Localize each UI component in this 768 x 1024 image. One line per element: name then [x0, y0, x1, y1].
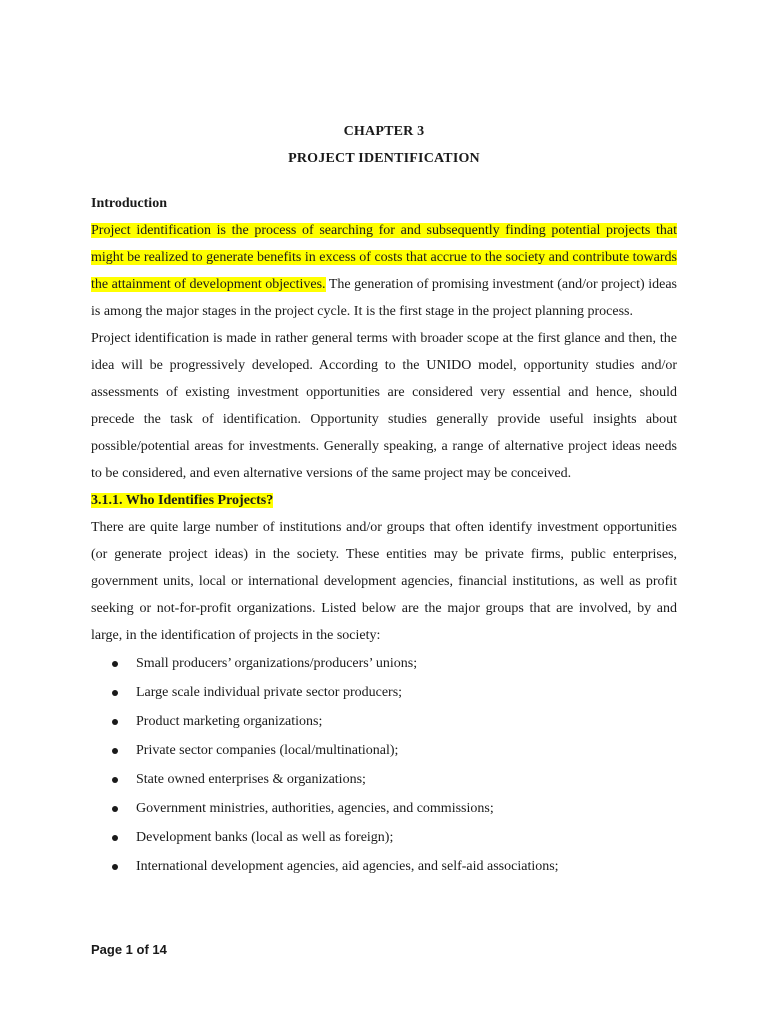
highlighted-definition: Project identification is the process of searching for and subsequently finding potential projects that might be realized to generate benefits in excess of costs that accrue to the society and contribute towards the attainment of development objectives.: [91, 223, 677, 292]
chapter-number: CHAPTER 3: [343, 124, 425, 139]
list-item: [91, 794, 677, 823]
list-item: [91, 736, 677, 765]
bullet-icon: [112, 748, 118, 754]
list-item: [91, 649, 677, 678]
list-item: [91, 707, 677, 736]
bullet-icon: [112, 661, 118, 667]
list-item-text: Government ministries, authorities, agencies, and commissions;: [136, 801, 494, 816]
intro-paragraph-rest: The generation of promising investment (and/or project) ideas is among the major stages in the project cycle. It is the first stage in the project planning process.: [91, 277, 677, 319]
list-item-text: Large scale individual private sector producers;: [136, 685, 403, 700]
list-item-text: International development agencies, aid agencies, and self-aid associations;: [136, 859, 559, 874]
list-item: [91, 678, 677, 707]
list-item: [91, 765, 677, 794]
paragraph-institutions: There are quite large number of institutions and/or groups that often identify investment opportunities (or generate project ideas) in the society. These entities may be private firms, public enterprises, government units, local or international development agencies, financial institutions, as well as profit seeking or not-for-profit organizations. Listed below are the major groups that are involved, by and large, in the identification of projects in the society:: [91, 520, 677, 643]
intro-paragraph: [91, 217, 677, 325]
section-heading: [91, 487, 677, 514]
section-heading-text: 3.1.1. Who Identifies Projects?: [91, 493, 274, 508]
list-item-text: Product marketing organizations;: [136, 714, 323, 729]
paragraph-unido: Project identification is made in rather general terms with broader scope at the first glance and then, the idea will be progressively developed. According to the UNIDO model, opportunity studies and/or assessments of existing investment opportunities are considered very essential and hence, should precede the task of identification. Opportunity studies generally provide useful insights about possible/potential areas for investments. Generally speaking, a range of alternative project ideas needs to be considered, and even alternative versions of the same project may be conceived.: [91, 331, 677, 481]
bullet-icon: [112, 777, 118, 783]
list-item-text: State owned enterprises & organizations;: [136, 772, 366, 787]
bullet-icon: [112, 719, 118, 725]
bullet-list: [91, 649, 677, 881]
bullet-icon: [112, 690, 118, 696]
intro-heading: Introduction: [91, 196, 167, 211]
chapter-title: PROJECT IDENTIFICATION: [288, 151, 480, 166]
list-item-text: Development banks (local as well as foreign);: [136, 830, 394, 845]
document-body: [91, 190, 677, 881]
list-item: [91, 852, 677, 881]
list-item-text: Private sector companies (local/multinational);: [136, 743, 399, 758]
bullet-icon: [112, 806, 118, 812]
bullet-icon: [112, 835, 118, 841]
list-item: [91, 823, 677, 852]
bullet-icon: [112, 864, 118, 870]
page-number-footer: Page 1 of 14: [91, 942, 167, 957]
list-item-text: Small producers’ organizations/producers’ unions;: [136, 656, 418, 671]
